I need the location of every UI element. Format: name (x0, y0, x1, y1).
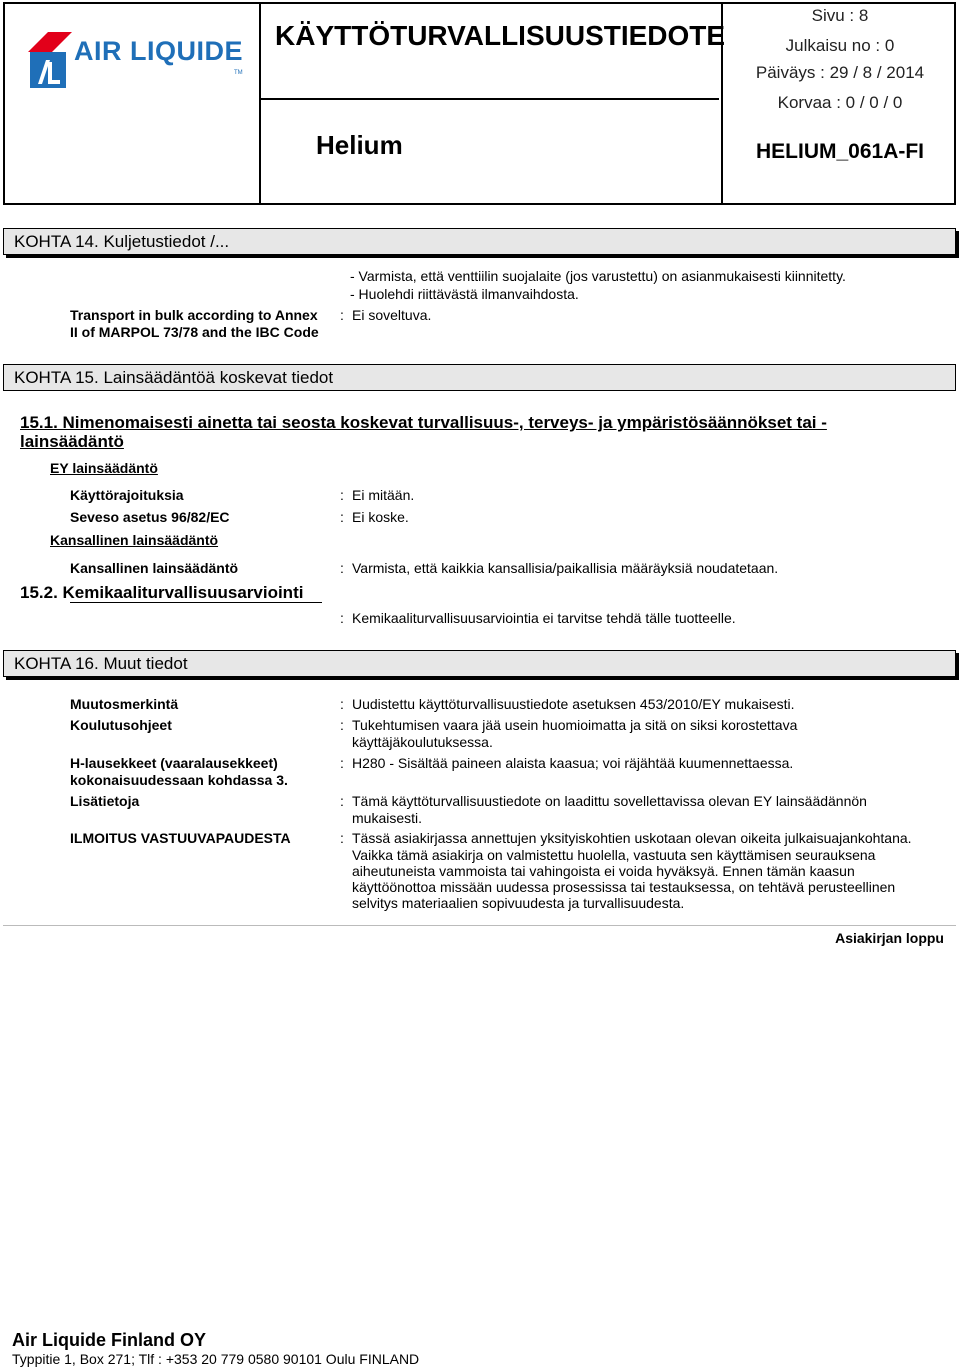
eu-legislation-heading: EY lainsäädäntö (50, 460, 158, 476)
bulk-transport-value: Ei soveltuva. (352, 307, 432, 323)
training-label: Koulutusohjeet (70, 717, 172, 733)
edition-number: Julkaisu no : 0 (785, 36, 895, 55)
h-statements-label-2: kokonaisuudessaan kohdassa 3. (70, 772, 288, 788)
section-16-heading: KOHTA 16. Muut tiedot (3, 650, 956, 677)
additional-info-value-1: Tämä käyttöturvallisuustiedote on laadittu sovellettavissa olevan EY lainsäädännön (352, 793, 867, 809)
revision-note-value: Uudistettu käyttöturvallisuustiedote asetuksen 453/2010/EY mukaisesti. (352, 696, 795, 712)
air-liquide-logo (28, 28, 248, 97)
seveso-label: Seveso asetus 96/82/EC (70, 509, 230, 525)
colon: : (340, 717, 344, 733)
training-value-2: käyttäjäkoulutuksessa. (352, 734, 493, 750)
restrictions-label: Käyttörajoituksia (70, 487, 184, 503)
colon: : (340, 793, 344, 809)
transport-note-2: - Huolehdi riittävästä ilmanvaihdosta. (350, 286, 579, 302)
header-divider (259, 98, 719, 100)
colon: : (340, 696, 344, 712)
colon: : (340, 830, 344, 846)
footer-address: Typpitie 1, Box 271; Tlf : +353 20 779 0580 90101 Oulu FINLAND (12, 1351, 420, 1367)
restrictions-value: Ei mitään. (352, 487, 415, 503)
colon: : (340, 487, 344, 503)
product-code: HELIUM_061A-FI (755, 140, 925, 163)
additional-info-label: Lisätietoja (70, 793, 140, 809)
disclaimer-value-5: selvitys materiaalien sopivuudesta ja turvallisuudesta. (352, 895, 685, 911)
revision-date: Päiväys : 29 / 8 / 2014 (755, 63, 925, 82)
national-legislation-label: Kansallinen lainsäädäntö (70, 560, 239, 576)
disclaimer-value-3: aiheutuneista vammoista tai vahingoista ei voida hyväksyä. Ennen tämän kaasun (352, 863, 855, 879)
page-number: Sivu : 8 (811, 6, 869, 25)
additional-info-value-2: mukaisesti. (352, 810, 423, 826)
logo-trademark: TM (234, 70, 243, 76)
bulk-transport-label: Transport in bulk according to Annex (70, 307, 318, 323)
h-statements-label: H-lausekkeet (vaaralausekkeet) (70, 755, 278, 771)
divider (3, 925, 956, 926)
subsection-15-2-title (20, 583, 303, 603)
disclaimer-value-1: Tässä asiakirjassa annettujen yksityiskohtien uskotaan olevan oikeita julkaisuajankohtana. (352, 830, 912, 846)
subsection-15-2-text: 15.2. Kemikaaliturvallisuusarviointi (20, 583, 304, 602)
revision-note-label: Muutosmerkintä (70, 696, 179, 712)
national-legislation-value: Varmista, että kaikkia kansallisia/paikallisia määräyksiä noudatetaan. (352, 560, 779, 576)
h-statements-value: H280 - Sisältää paineen alaista kaasua; voi räjähtää kuumennettaessa. (352, 755, 794, 771)
subsection-15-1-title-2: lainsäädäntö (20, 432, 124, 451)
colon: : (340, 610, 344, 626)
disclaimer-label: ILMOITUS VASTUUVAPAUDESTA (70, 830, 291, 846)
section-15-heading: KOHTA 15. Lainsäädäntöä koskevat tiedot (3, 364, 956, 391)
subsection-15-1-title: 15.1. Nimenomaisesti ainetta tai seosta koskevat turvallisuus-, terveys- ja ympäristösäännökset tai - (20, 413, 827, 432)
product-name: Helium (316, 130, 403, 160)
document-title: KÄYTTÖTURVALLISUUSTIEDOTE (275, 20, 726, 51)
section-14-heading: KOHTA 14. Kuljetustiedot /... (3, 228, 956, 255)
disclaimer-value-2: Vaikka tämä asiakirja on valmistettu huolella, vastuuta sen käyttämisen seurauksena (352, 847, 876, 863)
supersedes: Korvaa : 0 / 0 / 0 (777, 93, 903, 112)
chemical-safety-assessment-value: Kemikaaliturvallisuusarviointia ei tarvitse tehdä tälle tuotteelle. (352, 610, 736, 626)
footer-company: Air Liquide Finland OY (12, 1330, 207, 1350)
logo-text: AIR LIQUIDE (74, 36, 244, 66)
colon: : (340, 560, 344, 576)
subsection-15-2-underline (70, 602, 322, 603)
colon: : (340, 307, 344, 323)
national-legislation-heading: Kansallinen lainsäädäntö (50, 532, 219, 548)
seveso-value: Ei koske. (352, 509, 409, 525)
training-value-1: Tukehtumisen vaara jää usein huomioimatta ja sitä on siksi korostettava (352, 717, 798, 733)
disclaimer-value-4: käyttöönottoa missään uudessa prosessissa tai testauksessa, on tehtävä perusteellinen (352, 879, 896, 895)
colon: : (340, 509, 344, 525)
bulk-transport-label-2: II of MARPOL 73/78 and the IBC Code (70, 324, 319, 340)
transport-note-1: - Varmista, että venttiilin suojalaite (jos varustettu) on asianmukaisesti kiinnitetty. (350, 268, 846, 284)
header-divider (259, 4, 261, 203)
colon: : (340, 755, 344, 771)
document-end: Asiakirjan loppu (835, 930, 944, 946)
